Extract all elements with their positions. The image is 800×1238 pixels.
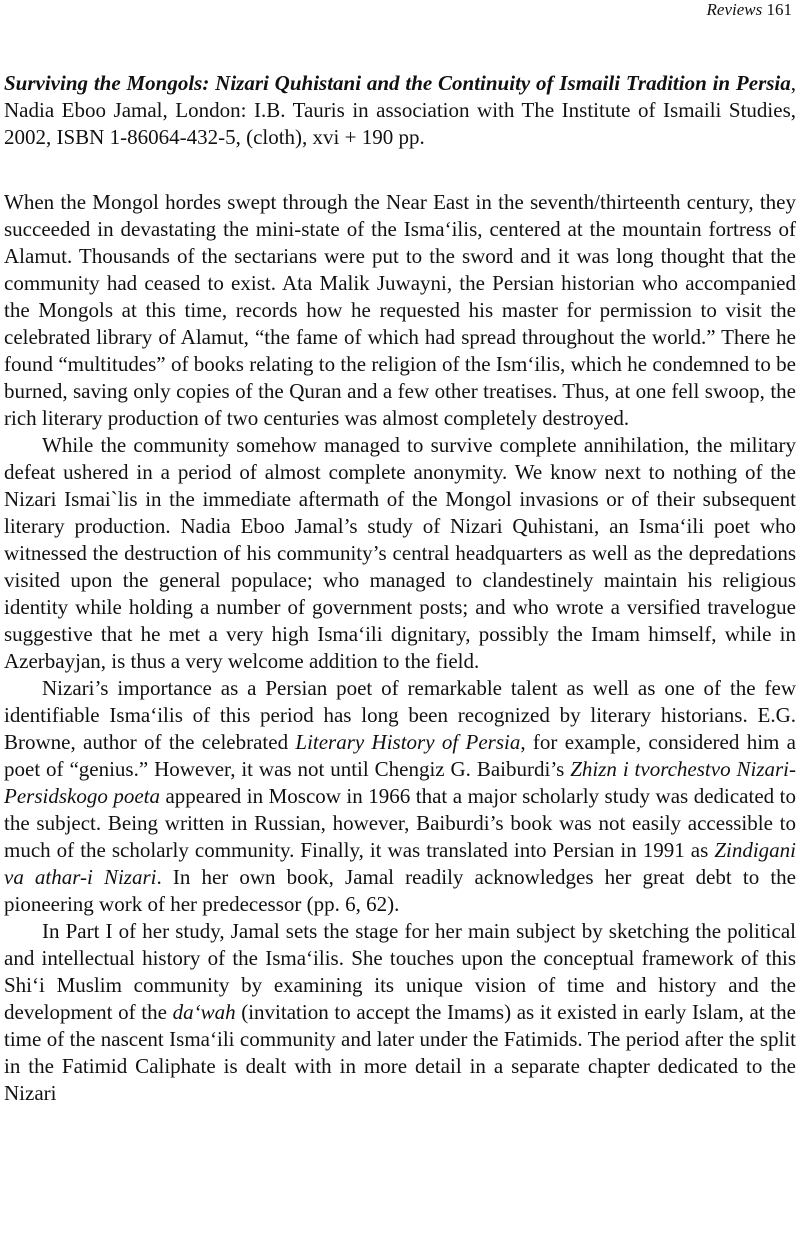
paragraph-2: While the community somehow managed to survive complete annihilation, the military defeat ushered in a period of almost complete anonymity. We know next to nothing of the Nizari Ismai`lis in the immediate aftermath of the Mongol invasions or of their subsequent literary production. Nadia Eboo Jamal’s study of Nizari Quhistani, an Isma‘ili poet who witnessed the destruction of his community’s central headquarters as well as the depredations visited upon the general populace; who managed to clandestinely maintain his religious identity while holding a number of government posts; and who wrote a versified travelogue suggestive that he met a very high Isma‘ili dignitary, possibly the Imam himself, while in Azerbayjan, is thus a very welcome addition to the field.	[4, 433, 796, 673]
running-head	[707, 0, 792, 20]
p3-italic-title-1: Literary History of Persia	[295, 730, 521, 754]
paragraph-1: When the Mongol hordes swept through the Near East in the seventh/thirteenth century, they succeeded in devastating the mini-state of the Isma‘ilis, centered at the mountain fortress of Alamut. Thousands of the sectarians were put to the sword and it was long thought that the community had ceased to exist. Ata Malik Juwayni, the Persian historian who accompanied the Mongols at this time, records how he requested his master for permission to visit the celebrated library of Alamut, “the fame of which had spread throughout the world.” There he found “multitudes” of books relating to the religion of the Ism‘ilis, which he condemned to be burned, saving only copies of the Quran and a few other treatises. Thus, at one fell swoop, the rich literary production of two centuries was almost completely destroyed.	[4, 190, 796, 430]
book-details: , Nadia Eboo Jamal, London: I.B. Tauris in association with The Institute of Ismaili Studies, 2002, ISBN 1-86064-432-5, (cloth), xvi + 190 pp.	[4, 71, 796, 149]
page-number: 161	[766, 0, 792, 19]
p3-text-d: . In her own book, Jamal readily acknowledges her great debt to the pioneering work of her predecessor (pp. 6, 62).	[4, 865, 796, 916]
p3-italic-title-2: Zhizn i tvorchestvo Nizari-Persidskogo poeta	[4, 757, 796, 808]
p4-text-b: (invitation to accept the Imams) as it existed in early Islam, at the time of the nascent Isma‘ili community and later under the Fatimids. The period after the split in the Fatimid Caliphate is dealt with in more detail in a separate chapter dedicated to the Nizari	[4, 1000, 796, 1105]
p3-text-b: , for example, considered him a poet of “genius.” However, it was not until Chengiz G. Baiburdi’s	[4, 730, 796, 781]
paragraph-3	[4, 675, 796, 918]
p3-text-c: appeared in Moscow in 1966 that a major scholarly study was dedicated to the subject. Being written in Russian, however, Baiburdi’s book was not easily accessible to much of the scholarly community. Finally, it was translated into Persian in 1991 as	[4, 784, 796, 862]
book-citation	[4, 70, 796, 151]
review-page	[4, 70, 796, 1107]
p4-text-a: In Part I of her study, Jamal sets the stage for her main subject by sketching the political and intellectual history of the Isma‘ilis. She touches upon the conceptual framework of this Shi‘i Muslim community by examining its unique vision of time and history and the development of the	[4, 919, 796, 1024]
p3-italic-title-3: Zindigani va athar-i Nizari	[4, 838, 796, 889]
p3-text-a: Nizari’s importance as a Persian poet of remarkable talent as well as one of the few identifiable Isma‘ilis of this period has long been recognized by literary historians. E.G. Browne, author of the celebrated	[4, 676, 796, 754]
book-title: Surviving the Mongols: Nizari Quhistani and the Continuity of Ismaili Tradition in Persia	[4, 71, 791, 95]
running-head-section: Reviews	[706, 0, 763, 19]
p4-italic-term: da‘wah	[172, 1000, 236, 1024]
review-body	[4, 189, 796, 1107]
paragraph-4	[4, 918, 796, 1107]
